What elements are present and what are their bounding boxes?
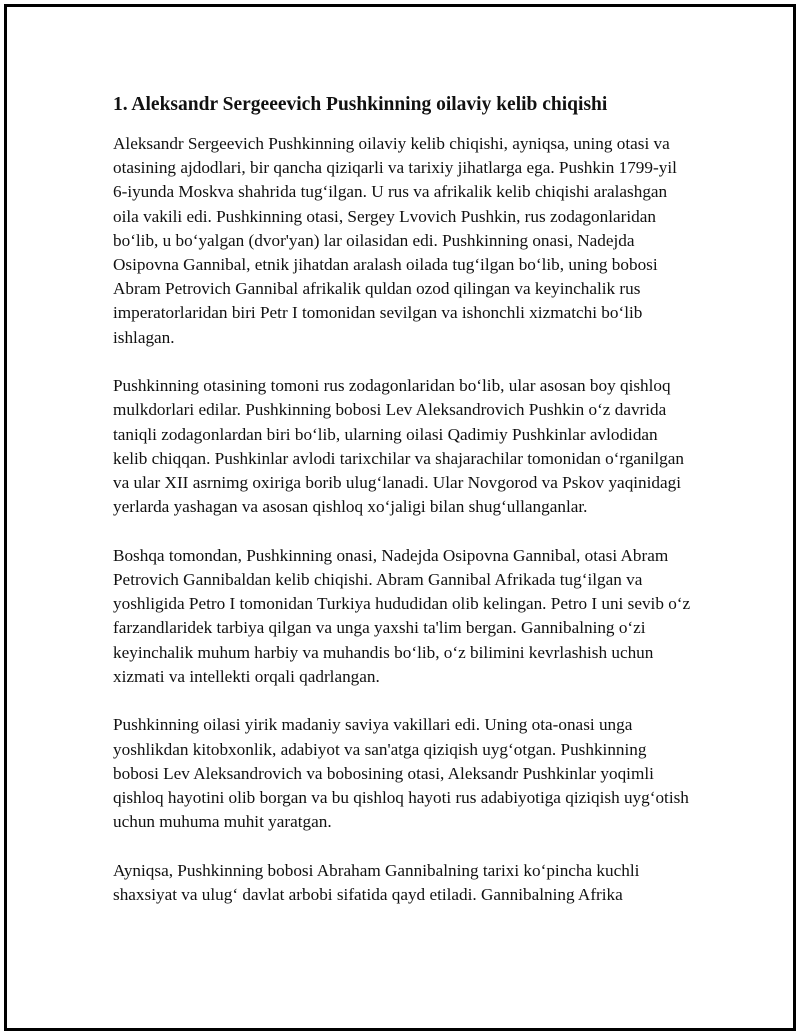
document-body [113, 92, 693, 932]
paragraph-1: Aleksandr Sergeevich Pushkinning oilaviy kelib chiqishi, ayniqsa, uning otasi va otasining ajdodlari, bir qancha qiziqarli va tarixiy jihatlarga ega. Pushkin 1799-yil 6-iyunda Moskva shahrida tug‘ilgan. U rus va afrikalik kelib chiqishi aralashgan oila vakili edi. Pushkinning otasi, Sergey Lvovich Pushkin, rus zodagonlaridan bo‘lib, u bo‘yalgan (dvor'yan) lar oilasidan edi. Pushkinning onasi, Nadejda Osipovna Gannibal, etnik jihatdan aralash oilada tug‘ilgan bo‘lib, uning bobosi Abram Petrovich Gannibal afrikalik quldan ozod qilingan va keyinchalik rus imperatorlaridan biri Petr I tomonidan sevilgan va ishonchli xizmatchi bo‘lib ishlagan. [113, 134, 677, 347]
paragraph-5: Ayniqsa, Pushkinning bobosi Abraham Gannibalning tarixi ko‘pincha kuchli shaxsiyat va ulug‘ davlat arbobi sifatida qayd etiladi. Gannibalning Afrika [113, 860, 640, 905]
section-heading: 1. Aleksandr Sergeeevich Pushkinning oilaviy kelib chiqishi [113, 94, 608, 115]
paragraph-4: Pushkinning oilasi yirik madaniy saviya vakillari edi. Uning ota-onasi unga yoshlikdan kitobxonlik, adabiyot va san'atga qiziqish uyg‘otgan. Pushkinning bobosi Lev Aleksandrovich va bobosining otasi, Aleksandr Pushkinlar yoqimli qishloq hayotini olib borgan va bu qishloq hayoti rus adabiyotiga qiziqish uyg‘otish uchun muhuma muhit yaratgan. [113, 715, 689, 832]
paragraph-3: Boshqa tomondan, Pushkinning onasi, Nadejda Osipovna Gannibal, otasi Abram Petrovich Gannibaldan kelib chiqishi. Abram Gannibal Afrikada tug‘ilgan va yoshligida Petro I tomonidan Turkiya hududidan olib kelingan. Petro I uni sevib o‘z farzandlaridek tarbiya qilgan va unga yaxshi ta'lim bergan. Gannibalning o‘zi keyinchalik muhum harbiy va muhandis bo‘lib, o‘z bilimini kevrlashish uchun xizmati va intellekti orqali qadrlangan. [113, 545, 691, 686]
paragraph-2: Pushkinning otasining tomoni rus zodagonlaridan bo‘lib, ular asosan boy qishloq mulkdorlari edilar. Pushkinning bobosi Lev Aleksandrovich Pushkin o‘z davrida taniqli zodagonlardan biri bo‘lib, ularning oilasi Qadimiy Pushkinlar avlodidan kelib chiqqan. Pushkinlar avlodi tarixchilar va shajarachilar tomonidan o‘rganilgan va ular XII asrnimg oxiriga borib ulug‘lanadi. Ular Novgorod va Pskov yaqinidagi yerlarda yashagan va asosan qishloq xo‘jaligi bilan shug‘ullanganlar. [113, 376, 684, 517]
